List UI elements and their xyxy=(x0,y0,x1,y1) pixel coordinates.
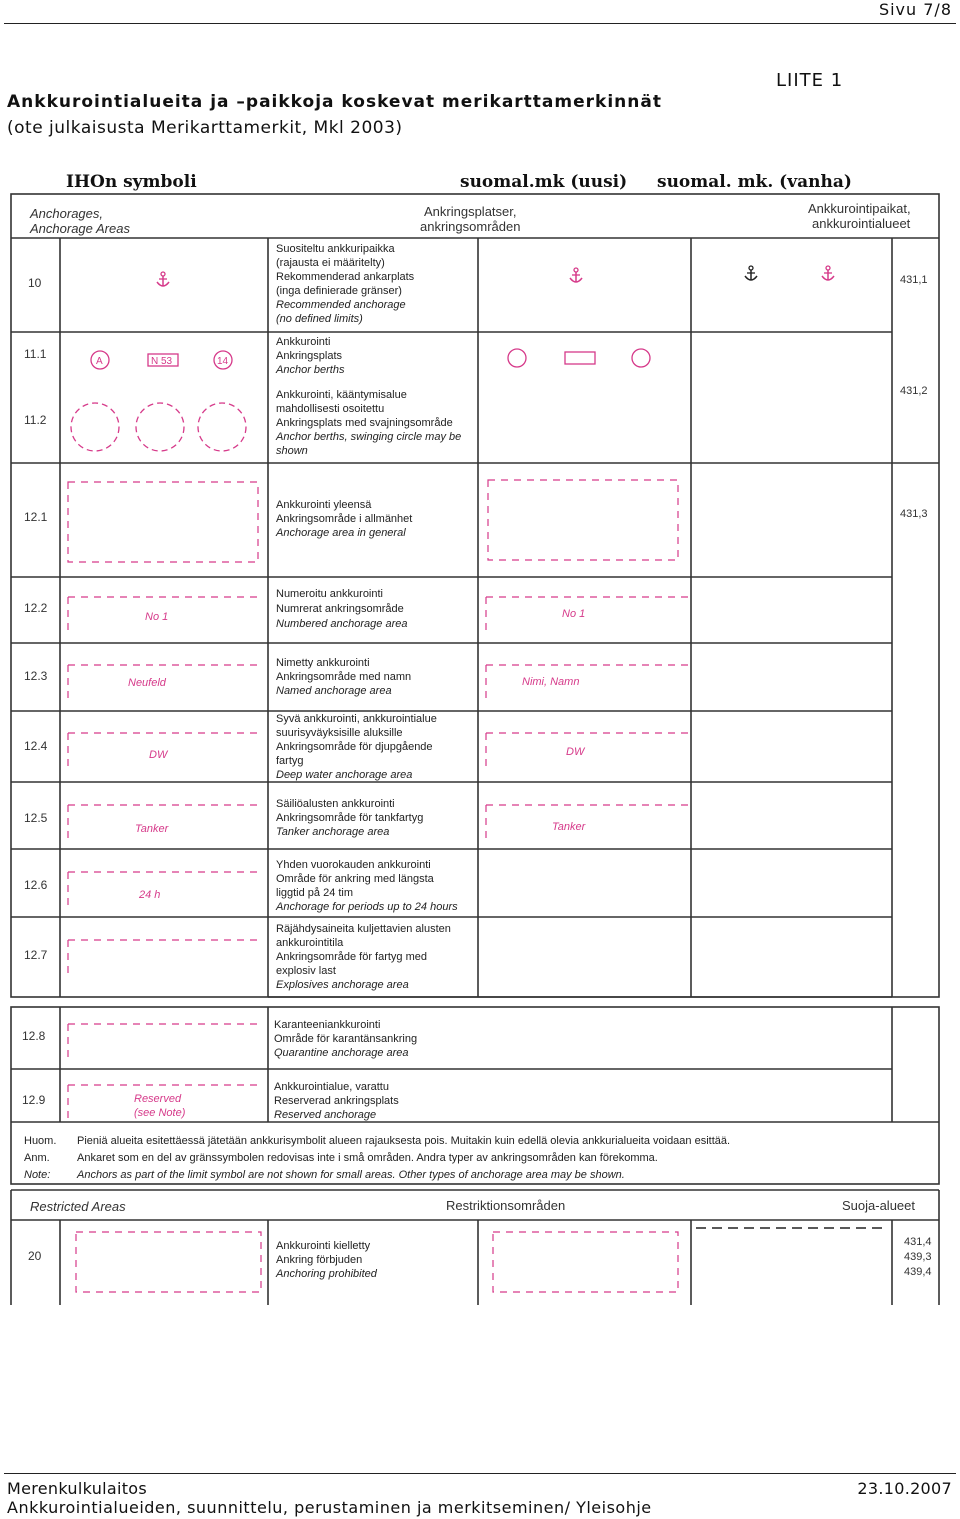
berth-label: N 53 xyxy=(151,356,173,367)
column-heading-old: suomal. mk. (vanha) xyxy=(657,172,852,192)
restricted-head-sv: Restriktionsområden xyxy=(446,1198,566,1213)
page-number: Sivu 7/8 xyxy=(878,0,952,19)
desc-line: (rajausta ei määritelty) xyxy=(276,257,385,269)
footer-document-title: Ankkurointialueiden, suunnittelu, perustaminen ja merkitseminen/ Yleisohje xyxy=(7,1498,652,1517)
area-label: (see Note) xyxy=(134,1107,186,1119)
ref-number: 431,3 xyxy=(900,508,928,520)
ref-number: 439,4 xyxy=(904,1266,932,1278)
row-number: 12.6 xyxy=(24,878,48,892)
footer-rule xyxy=(4,1473,956,1474)
row-number: 12.5 xyxy=(24,811,48,825)
desc-line: Ankkurointi xyxy=(276,336,331,348)
anchorage-area-limit xyxy=(488,480,678,560)
desc-line: Räjähdysaineita kuljettavien alusten xyxy=(276,923,451,935)
restricted-head-en: Restricted Areas xyxy=(30,1199,126,1214)
page-title: Ankkurointialueita ja –paikkoja koskevat merikarttamerkinnät xyxy=(7,92,662,112)
column-heading-new: suomal.mk (uusi) xyxy=(460,172,628,192)
desc-line: Suositeltu ankkuripaikka xyxy=(276,243,395,255)
area-label: DW xyxy=(566,746,585,758)
restricted-area-limit xyxy=(76,1232,261,1292)
section-head-en-1: Anchorages, xyxy=(30,206,103,221)
header-rule xyxy=(4,23,956,24)
desc-line: Anchor berths, swinging circle may be xyxy=(276,431,462,443)
desc-line: Ankkurointi yleensä xyxy=(276,499,372,511)
row-number: 12.7 xyxy=(24,948,48,962)
section-head-sv-1: Ankringsplatser, xyxy=(424,204,517,219)
desc-line: Quarantine anchorage area xyxy=(274,1047,409,1059)
note-label: Anm. xyxy=(24,1152,50,1164)
desc-line: Reserved anchorage xyxy=(274,1109,377,1121)
berth-label: A xyxy=(96,356,103,367)
desc-line: Anchorage for periods up to 24 hours xyxy=(276,901,458,913)
row-number: 11.1 xyxy=(24,347,47,361)
area-label: Reserved xyxy=(134,1093,182,1105)
ref-number: 431,2 xyxy=(900,385,928,397)
row-number: 20 xyxy=(28,1249,42,1263)
desc-line: Karanteeniankkurointi xyxy=(274,1019,381,1031)
desc-line: Ankringsområde med namn xyxy=(276,671,412,683)
note-text: Anchors as part of the limit symbol are not shown for small areas. Other types of anchorage area may be shown. xyxy=(77,1169,625,1181)
area-label: No 1 xyxy=(562,608,586,620)
ref-number: 431,1 xyxy=(900,274,928,286)
desc-line: fartyg xyxy=(276,755,304,767)
desc-line: Reserverad ankringsplats xyxy=(274,1095,399,1107)
desc-line: shown xyxy=(276,445,308,457)
section-head-sv-2: ankringsområden xyxy=(420,219,521,234)
ref-number: 431,4 xyxy=(904,1236,932,1248)
area-limit-line xyxy=(486,665,688,700)
row-number: 12.9 xyxy=(22,1093,46,1107)
row-number: 12.4 xyxy=(24,739,48,753)
note-label: Note: xyxy=(24,1169,51,1181)
note-label: Huom. xyxy=(24,1135,57,1147)
anchor-icon xyxy=(157,272,169,286)
desc-line: Numeroitu ankkurointi xyxy=(276,588,383,600)
section-head-en-2: Anchorage Areas xyxy=(30,221,130,236)
column-heading-iho: IHOn symboli xyxy=(66,172,197,192)
desc-line: Område för ankring med längsta xyxy=(276,873,434,885)
area-limit-line xyxy=(68,1024,258,1058)
berth-circle-icon xyxy=(508,349,526,367)
desc-line: Ankringsområde för djupgående xyxy=(276,741,433,753)
swinging-circle-icon xyxy=(71,403,119,451)
anchor-icon xyxy=(822,266,834,280)
footer-organisation: Merenkulkulaitos xyxy=(7,1479,148,1498)
desc-line: Recommended anchorage xyxy=(276,299,406,311)
berth-circle-icon xyxy=(632,349,650,367)
area-limit-line xyxy=(486,733,688,768)
desc-line: Ankring förbjuden xyxy=(276,1254,363,1266)
berth-box-icon xyxy=(565,352,595,364)
restricted-area-limit xyxy=(493,1232,678,1292)
desc-line: Ankringsområde för tankfartyg xyxy=(276,812,424,824)
desc-line: (no defined limits) xyxy=(276,313,363,325)
area-label: Tanker xyxy=(135,823,169,835)
area-label: Nimi, Namn xyxy=(522,676,580,688)
desc-line: Anchorage area in general xyxy=(276,527,406,539)
anchorage-area-limit xyxy=(68,482,258,562)
berth-label: 14 xyxy=(217,356,229,367)
desc-line: Ankringsområde för fartyg med xyxy=(276,951,428,963)
desc-line: Yhden vuorokauden ankkurointi xyxy=(276,859,431,871)
desc-line: Rekommenderad ankarplats xyxy=(276,271,415,283)
anchor-icon xyxy=(745,266,757,280)
desc-line: Named anchorage area xyxy=(276,685,392,697)
desc-line: liggtid på 24 tim xyxy=(276,887,354,899)
row-number: 12.1 xyxy=(24,510,48,524)
desc-line: Ankringsplats med svajningsområde xyxy=(276,417,453,429)
area-limit-line xyxy=(486,597,688,632)
area-label: No 1 xyxy=(145,611,169,623)
area-label: Neufeld xyxy=(128,677,166,689)
desc-line: Ankkurointi, kääntymisalue xyxy=(276,389,407,401)
desc-line: Säiliöalusten ankkurointi xyxy=(276,798,395,810)
desc-line: Explosives anchorage area xyxy=(276,979,409,991)
desc-line: ankkurointitila xyxy=(276,937,344,949)
desc-line: Deep water anchorage area xyxy=(276,769,413,781)
desc-line: Ankringsplats xyxy=(276,350,343,362)
row-number: 12.2 xyxy=(24,601,48,615)
desc-line: Syvä ankkurointi, ankkurointialue xyxy=(276,713,437,725)
note-text: Pieniä alueita esitettäessä jätetään ankkurisymbolit alueen rajauksesta pois. Muitakin kuin edellä olevia ankkurialueita voidaan esittää. xyxy=(77,1135,731,1147)
desc-line: Anchor berths xyxy=(276,364,345,376)
row-number: 11.2 xyxy=(24,413,47,427)
footer-date: 23.10.2007 xyxy=(857,1479,952,1498)
swinging-circle-icon xyxy=(136,403,184,451)
page-subtitle: (ote julkaisusta Merikarttamerkit, Mkl 2003) xyxy=(7,118,403,138)
restricted-head-fi: Suoja-alueet xyxy=(842,1198,915,1213)
desc-line: Ankringsområde i allmänhet xyxy=(276,513,413,525)
desc-line: explosiv last xyxy=(276,965,336,977)
area-label: 24 h xyxy=(139,889,161,901)
note-text: Ankaret som en del av gränssymbolen redovisas inte i små områden. Andra typer av ankringsområden kan förekomma. xyxy=(77,1152,658,1164)
row-number: 12.3 xyxy=(24,669,48,683)
area-limit-line xyxy=(486,805,688,840)
row-number: 12.8 xyxy=(22,1029,46,1043)
desc-line: Ankkurointialue, varattu xyxy=(274,1081,389,1093)
chart-symbol-table-scan xyxy=(8,192,943,1308)
ref-number: 439,3 xyxy=(904,1251,932,1263)
desc-line: (inga definierade gränser) xyxy=(276,285,402,297)
area-label: DW xyxy=(149,749,168,761)
row-number: 10 xyxy=(28,276,42,290)
desc-line: Numbered anchorage area xyxy=(276,618,408,630)
desc-line: Nimetty ankkurointi xyxy=(276,657,370,669)
desc-line: Tanker anchorage area xyxy=(276,826,390,838)
anchor-icon xyxy=(570,268,582,282)
desc-line: mahdollisesti osoitettu xyxy=(276,403,385,415)
area-limit-line xyxy=(68,872,258,907)
swinging-circle-icon xyxy=(198,403,246,451)
section-head-fi-2: ankkurointialueet xyxy=(812,216,911,231)
desc-line: Ankkurointi kielletty xyxy=(276,1240,371,1252)
desc-line: Anchoring prohibited xyxy=(276,1268,377,1280)
area-limit-line xyxy=(68,940,258,975)
area-label: Tanker xyxy=(552,821,586,833)
appendix-label: LIITE 1 xyxy=(776,70,844,91)
desc-line: Numrerat ankringsområde xyxy=(276,603,404,615)
desc-line: Område för karantänsankring xyxy=(274,1033,418,1045)
section-head-fi-1: Ankkurointipaikat, xyxy=(808,201,911,216)
desc-line: suurisyväyksisille aluksille xyxy=(276,727,403,739)
